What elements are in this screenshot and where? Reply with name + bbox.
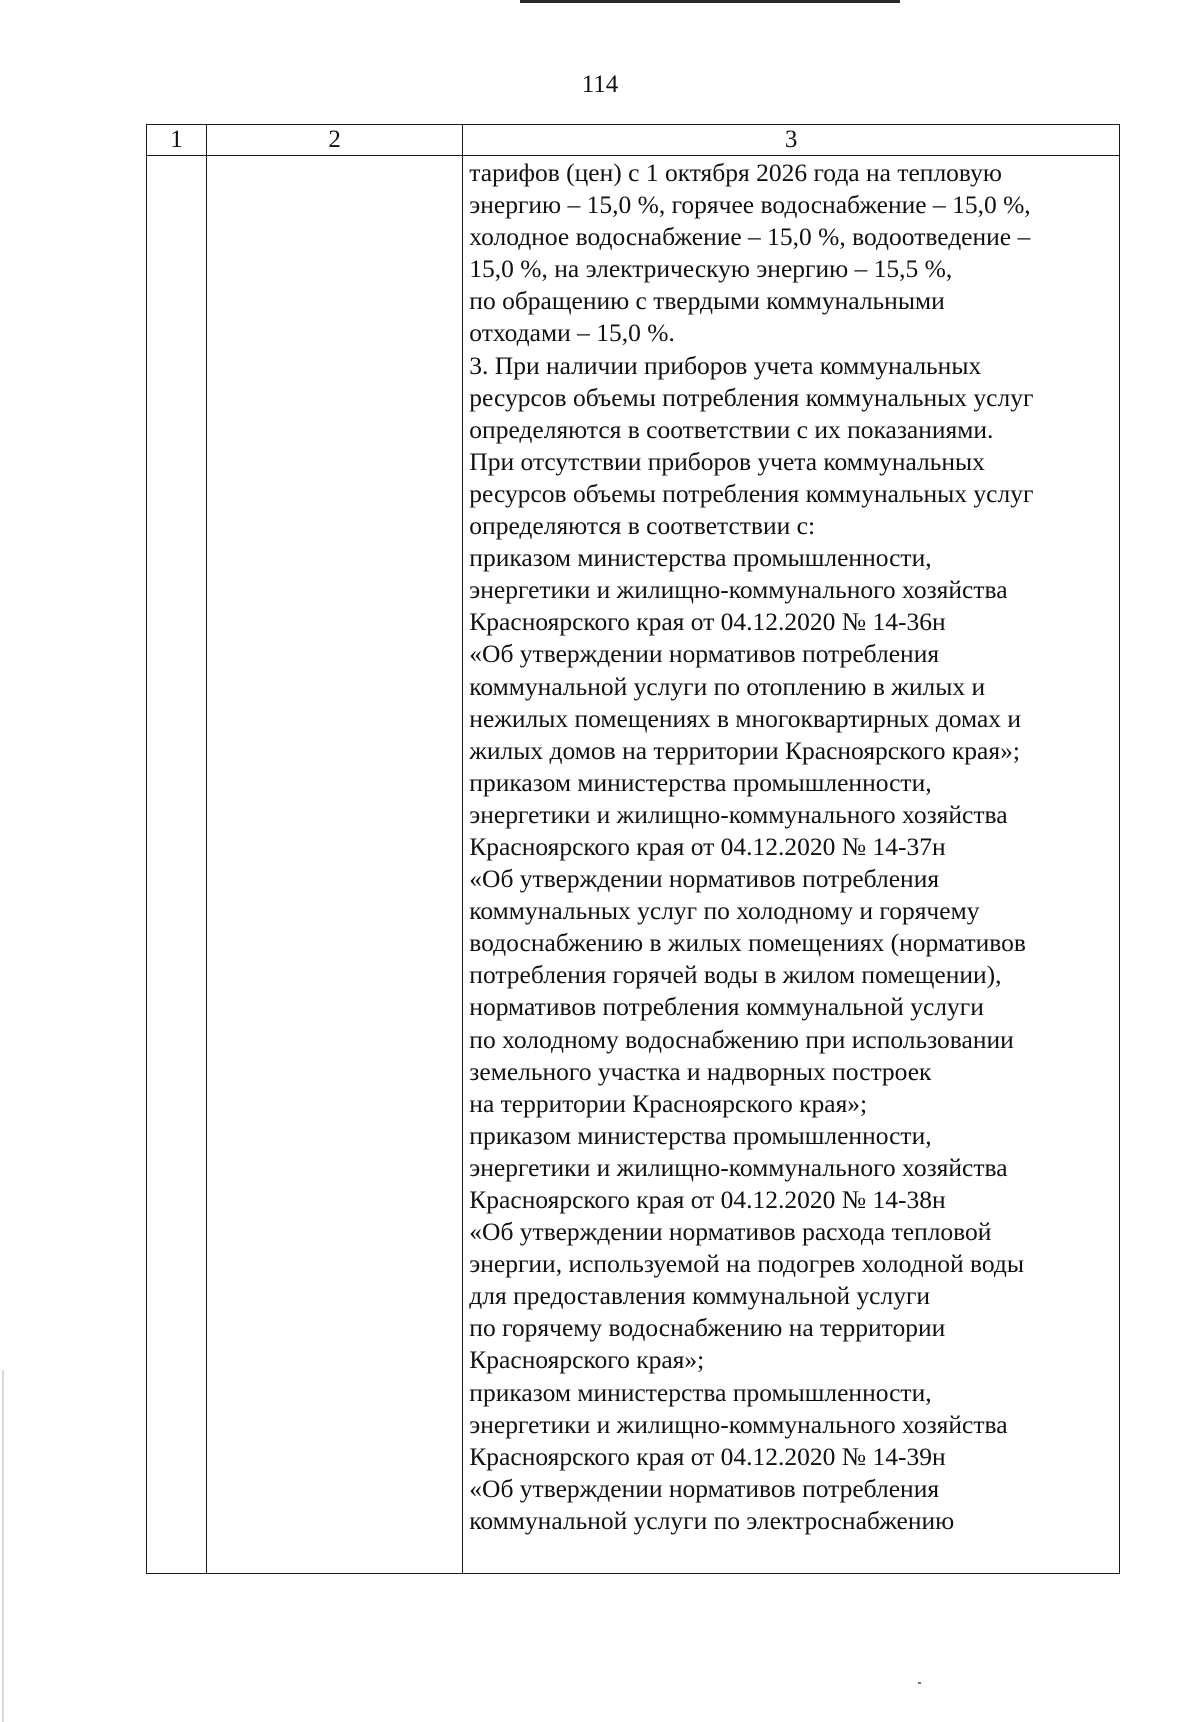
text-line: нежилых помещениях в многоквартирных домах и [469, 703, 1022, 733]
text-line: приказом министерства промышленности, [469, 1377, 932, 1407]
text-line: по обращению с твердыми коммунальными [469, 286, 945, 316]
text-line: энергетики и жилищно-коммунального хозяйства [469, 799, 1008, 829]
scan-edge-top [520, 0, 900, 3]
text-line: водоснабжению в жилых помещениях (нормативов [469, 928, 1026, 958]
text-line: 3. При наличии приборов учета коммунальных [469, 350, 982, 380]
text-line: При отсутствии приборов учета коммунальных [469, 446, 985, 476]
text-line: «Об утверждении нормативов расхода тепловой [469, 1217, 992, 1247]
text-line: энергетики и жилищно-коммунального хозяйства [469, 1409, 1008, 1439]
text-line: Красноярского края от 04.12.2020 № 14-39н [469, 1441, 946, 1471]
text-line: ресурсов объемы потребления коммунальных услуг [469, 382, 1034, 412]
page-number: 114 [581, 71, 619, 98]
text-line: отходами – 15,0 %. [469, 318, 675, 348]
text-line: потребления горячей воды в жилом помещении), [469, 960, 1002, 990]
cell-column-2 [207, 156, 463, 1574]
text-line: на территории Красноярского края»; [469, 1088, 868, 1118]
text-line: жилых домов на территории Красноярского края»; [469, 735, 1020, 765]
header-cell-3: 3 [463, 125, 1120, 156]
text-line: земельного участка и надворных построек [469, 1056, 932, 1086]
cell-column-3 [463, 156, 1120, 1574]
text-line: коммунальной услуги по электроснабжению [469, 1505, 955, 1535]
text-line: коммунальной услуги по отоплению в жилых и [469, 671, 986, 701]
text-line: энергетики и жилищно-коммунального хозяйства [469, 575, 1008, 605]
scan-speck [918, 1682, 921, 1684]
text-line: определяются в соответствии с: [469, 511, 816, 541]
text-line: нормативов потребления коммунальной услуги [469, 992, 984, 1022]
text-line: приказом министерства промышленности, [469, 543, 932, 573]
text-line: для предоставления коммунальной услуги [469, 1281, 931, 1311]
text-line: Красноярского края»; [469, 1345, 705, 1375]
text-line: Красноярского края от 04.12.2020 № 14-36н [469, 607, 946, 637]
text-line: энергию – 15,0 %, горячее водоснабжение – 15,0 %, [469, 190, 1031, 220]
text-line: Красноярского края от 04.12.2020 № 14-37н [469, 831, 946, 861]
text-line: определяются в соответствии с их показаниями. [469, 414, 994, 444]
text-line: «Об утверждении нормативов потребления [469, 864, 940, 894]
text-line: «Об утверждении нормативов потребления [469, 639, 940, 669]
text-line: коммунальных услуг по холодному и горячему [469, 896, 980, 926]
text-line: приказом министерства промышленности, [469, 767, 932, 797]
cell-column-1 [147, 156, 207, 1574]
text-line: холодное водоснабжение – 15,0 %, водоотведение – [469, 222, 1031, 252]
text-line: Красноярского края от 04.12.2020 № 14-38н [469, 1185, 946, 1214]
text-line: «Об утверждении нормативов потребления [469, 1473, 940, 1503]
text-line: 15,0 %, на электрическую энергию – 15,5 %, [469, 254, 953, 284]
text-line: по холодному водоснабжению при использовании [469, 1024, 1014, 1054]
header-cell-2: 2 [207, 125, 463, 156]
text-line: приказом министерства промышленности, [469, 1120, 932, 1150]
text-line: энергетики и жилищно-коммунального хозяйства [469, 1152, 1008, 1182]
header-cell-1: 1 [147, 125, 207, 156]
scan-edge-left [2, 1370, 4, 1722]
table-row [147, 156, 1120, 1574]
text-line: ресурсов объемы потребления коммунальных услуг [469, 478, 1034, 508]
text-line: по горячему водоснабжению на территории [469, 1313, 946, 1343]
text-line: тарифов (цен) с 1 октября 2026 года на тепловую [469, 158, 1002, 187]
column-3-text [469, 157, 1113, 1537]
table-header-row [147, 125, 1120, 156]
text-line: энергии, используемой на подогрев холодной воды [469, 1249, 1024, 1279]
document-table [146, 124, 1120, 1574]
